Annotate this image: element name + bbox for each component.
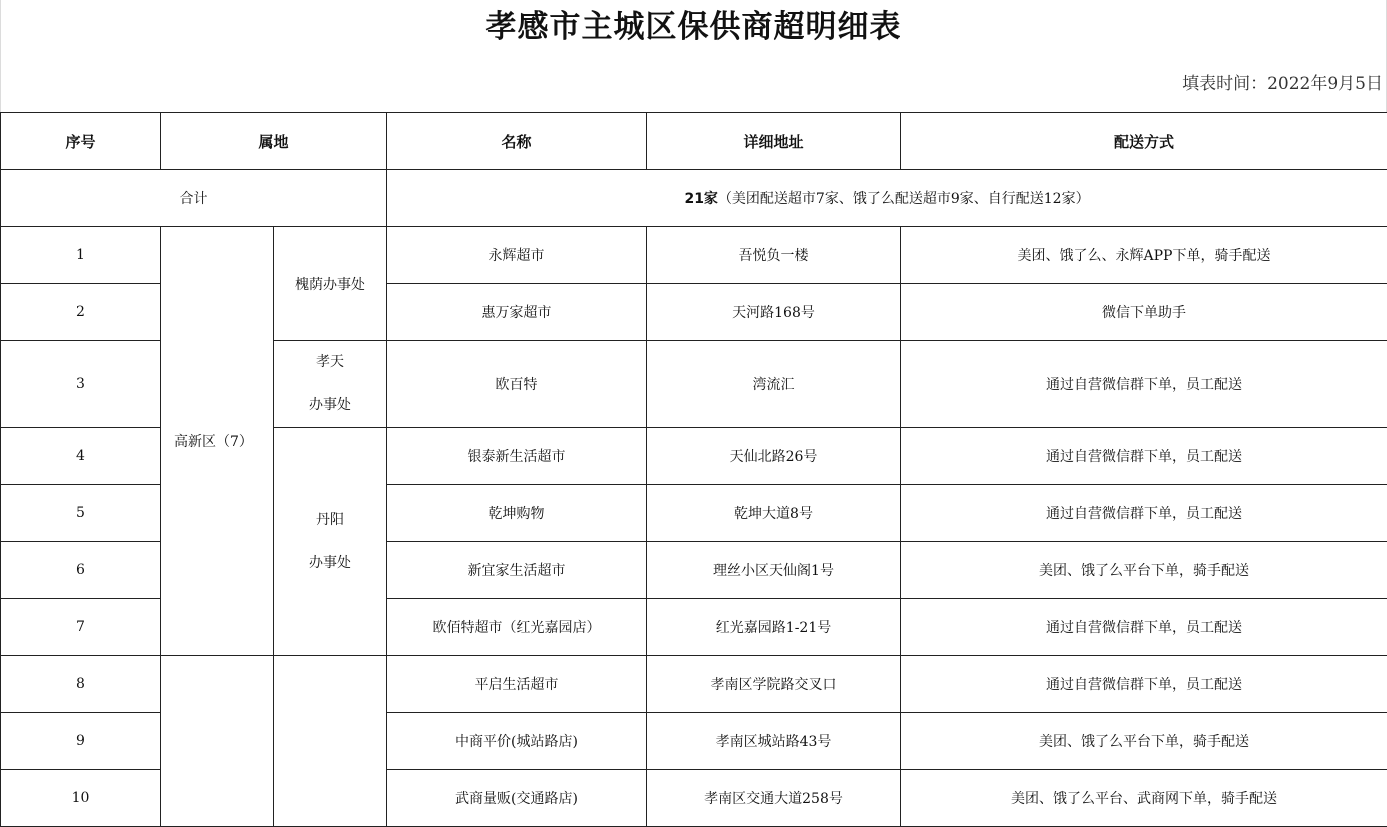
cell-name: 中商平价(城站路店) [387,713,647,770]
total-label [1,170,387,227]
cell-name: 新宜家生活超市 [387,542,647,599]
header-region: 属地 [161,113,387,170]
total-count: 21家 [684,191,718,207]
header-seq: 序号 [1,113,161,170]
fill-date: 填表时间：2022年9月5日 [1182,74,1383,94]
cell-seq: 2 [1,284,161,341]
cell-delivery: 通过自营微信群下单，员工配送 [901,599,1387,656]
header-address: 详细地址 [647,113,901,170]
page-title: 孝感市主城区保供商超明细表 [485,9,902,45]
cell-seq: 8 [1,656,161,713]
cell-seq: 9 [1,713,161,770]
cell-name: 惠万家超市 [387,284,647,341]
office-danyang-line1: 丹阳 [316,511,344,528]
header-name: 名称 [387,113,647,170]
cell-seq: 7 [1,599,161,656]
cell-address: 吾悦负一楼 [647,227,901,284]
cell-address: 湾流汇 [647,341,901,428]
office-next [274,656,387,827]
cell-address: 天仙北路26号 [647,428,901,485]
cell-delivery: 微信下单助手 [901,284,1387,341]
cell-delivery: 美团、饿了么平台、武商网下单，骑手配送 [901,770,1387,827]
office-danyang [274,428,387,656]
cell-name: 欧佰特超市（红光嘉园店） [387,599,647,656]
district-next [161,656,274,827]
cell-seq: 3 [1,341,161,428]
cell-seq: 5 [1,485,161,542]
total-value [387,170,1387,227]
cell-name: 武商量贩(交通路店) [387,770,647,827]
cell-address: 乾坤大道8号 [647,485,901,542]
cell-seq: 4 [1,428,161,485]
supplier-table [0,112,1387,827]
cell-delivery: 美团、饿了么平台下单，骑手配送 [901,713,1387,770]
office-huaiyin: 槐荫办事处 [274,227,387,341]
total-row [1,170,1387,227]
table-row [1,227,1387,284]
cell-address: 理丝小区天仙阁1号 [647,542,901,599]
cell-delivery: 美团、饿了么平台下单，骑手配送 [901,542,1387,599]
header-row [1,113,1387,170]
district-gaoxin: 高新区（7） [161,227,274,656]
cell-delivery: 通过自营微信群下单，员工配送 [901,341,1387,428]
cell-address: 天河路168号 [647,284,901,341]
total-label-text: 合计 [179,191,208,207]
cell-seq: 10 [1,770,161,827]
table-row [1,656,1387,713]
cell-delivery: 美团、饿了么、永辉APP下单，骑手配送 [901,227,1387,284]
office-xiaotian [274,341,387,428]
cell-name: 平启生活超市 [387,656,647,713]
total-detail: （美团配送超市7家、饿了么配送超市9家、自行配送12家） [717,191,1090,207]
cell-seq: 6 [1,542,161,599]
cell-name: 永辉超市 [387,227,647,284]
cell-name: 乾坤购物 [387,485,647,542]
cell-name: 银泰新生活超市 [387,428,647,485]
cell-address: 孝南区交通大道258号 [647,770,901,827]
office-xiaotian-line2: 办事处 [309,397,351,413]
cell-delivery: 通过自营微信群下单，员工配送 [901,485,1387,542]
cell-delivery: 通过自营微信群下单，员工配送 [901,656,1387,713]
office-danyang-line2: 办事处 [309,554,351,571]
cell-seq: 1 [1,227,161,284]
cell-name: 欧百特 [387,341,647,428]
cell-address: 孝南区城站路43号 [647,713,901,770]
cell-address: 孝南区学院路交叉口 [647,656,901,713]
header-delivery: 配送方式 [901,113,1387,170]
cell-delivery: 通过自营微信群下单，员工配送 [901,428,1387,485]
office-xiaotian-line1: 孝天 [316,354,344,370]
cell-address: 红光嘉园路1-21号 [647,599,901,656]
